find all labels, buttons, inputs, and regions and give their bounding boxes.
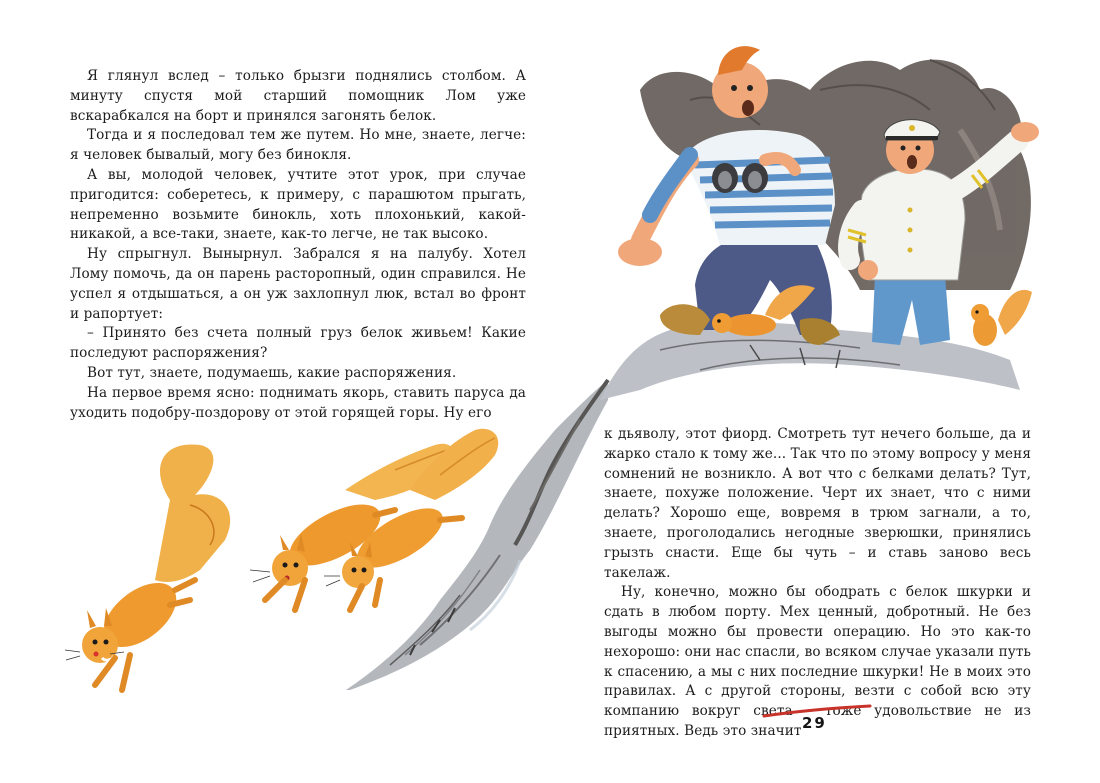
paragraph: А вы, молодой человек, учтите этот урок, при случае пригодится: соберетесь, к примеру, с парашютом прыгать, непременно возьмите бинокль, хоть плохонький, какой-никакой, а все-таки, знаете, как-то легче, не так высоко.	[70, 166, 526, 243]
paragraph: Ну спрыгнул. Вынырнул. Забрался я на палубу. Хотел Лому помочь, да он парень расторопный, один справился. Не успел я отдышаться, а он уж захлопнул люк, встал во фронт и рапортует:	[70, 246, 526, 322]
page-folio	[762, 702, 872, 742]
right-text-column	[604, 425, 1031, 742]
paragraph: На первое время ясно: поднимать якорь, ставить паруса да уходить подобру-поздорову от этой горящей горы. Ну его	[70, 384, 526, 421]
squirrel-1	[65, 444, 230, 690]
paragraph: Я глянул вслед – только брызги поднялись столбом. А минуту спустя мой старший помощник Лом уже вскарабкался на борт и принялся загонять белок.	[70, 68, 526, 124]
paragraph: к дьяволу, этот фиорд. Смотреть тут нечего больше, да и жарко стало к тому же... Так что по этому вопросу у меня сомнений не возникло. А вот что с белками делать? Тут, знаете, похуже положение. Черт их знает, что с ними делать? Хорошо еще, вовремя в трюм загнали, а то, знаете, проголодались негодные зверюшки, принялись грызть снасти. Еще бы чуть – и ставь заново весь такелаж.	[604, 426, 1031, 581]
squirrels-illustration	[60, 360, 620, 720]
sailors-illustration	[600, 30, 1060, 410]
paragraph: – Принято без счета полный груз белок живьем! Какие последуют распоряжения?	[70, 325, 526, 362]
paragraph: Ну, конечно, можно бы ободрать с белок шкурки и сдать в любом порту. Мех ценный, добротный. Не без выгоды можно бы провести операцию. Но это как-то нехорошо: они нас спасли, во всяком случае указали путь к спасению, а мы с них последние шкурки! Не в моих это правилах. А с другой стороны, везти с собой всю эту компанию вокруг света – тоже удовольствие не из приятных. Ведь это значит	[604, 584, 1031, 739]
paragraph: Тогда и я последовал тем же путем. Но мне, знаете, легче: я человек бывалый, могу без бинокля.	[70, 127, 526, 164]
squirrel-sitting	[971, 290, 1032, 346]
page-number: 29	[802, 714, 827, 732]
paragraph: Вот тут, знаете, подумаешь, какие распоряжения.	[87, 364, 457, 381]
